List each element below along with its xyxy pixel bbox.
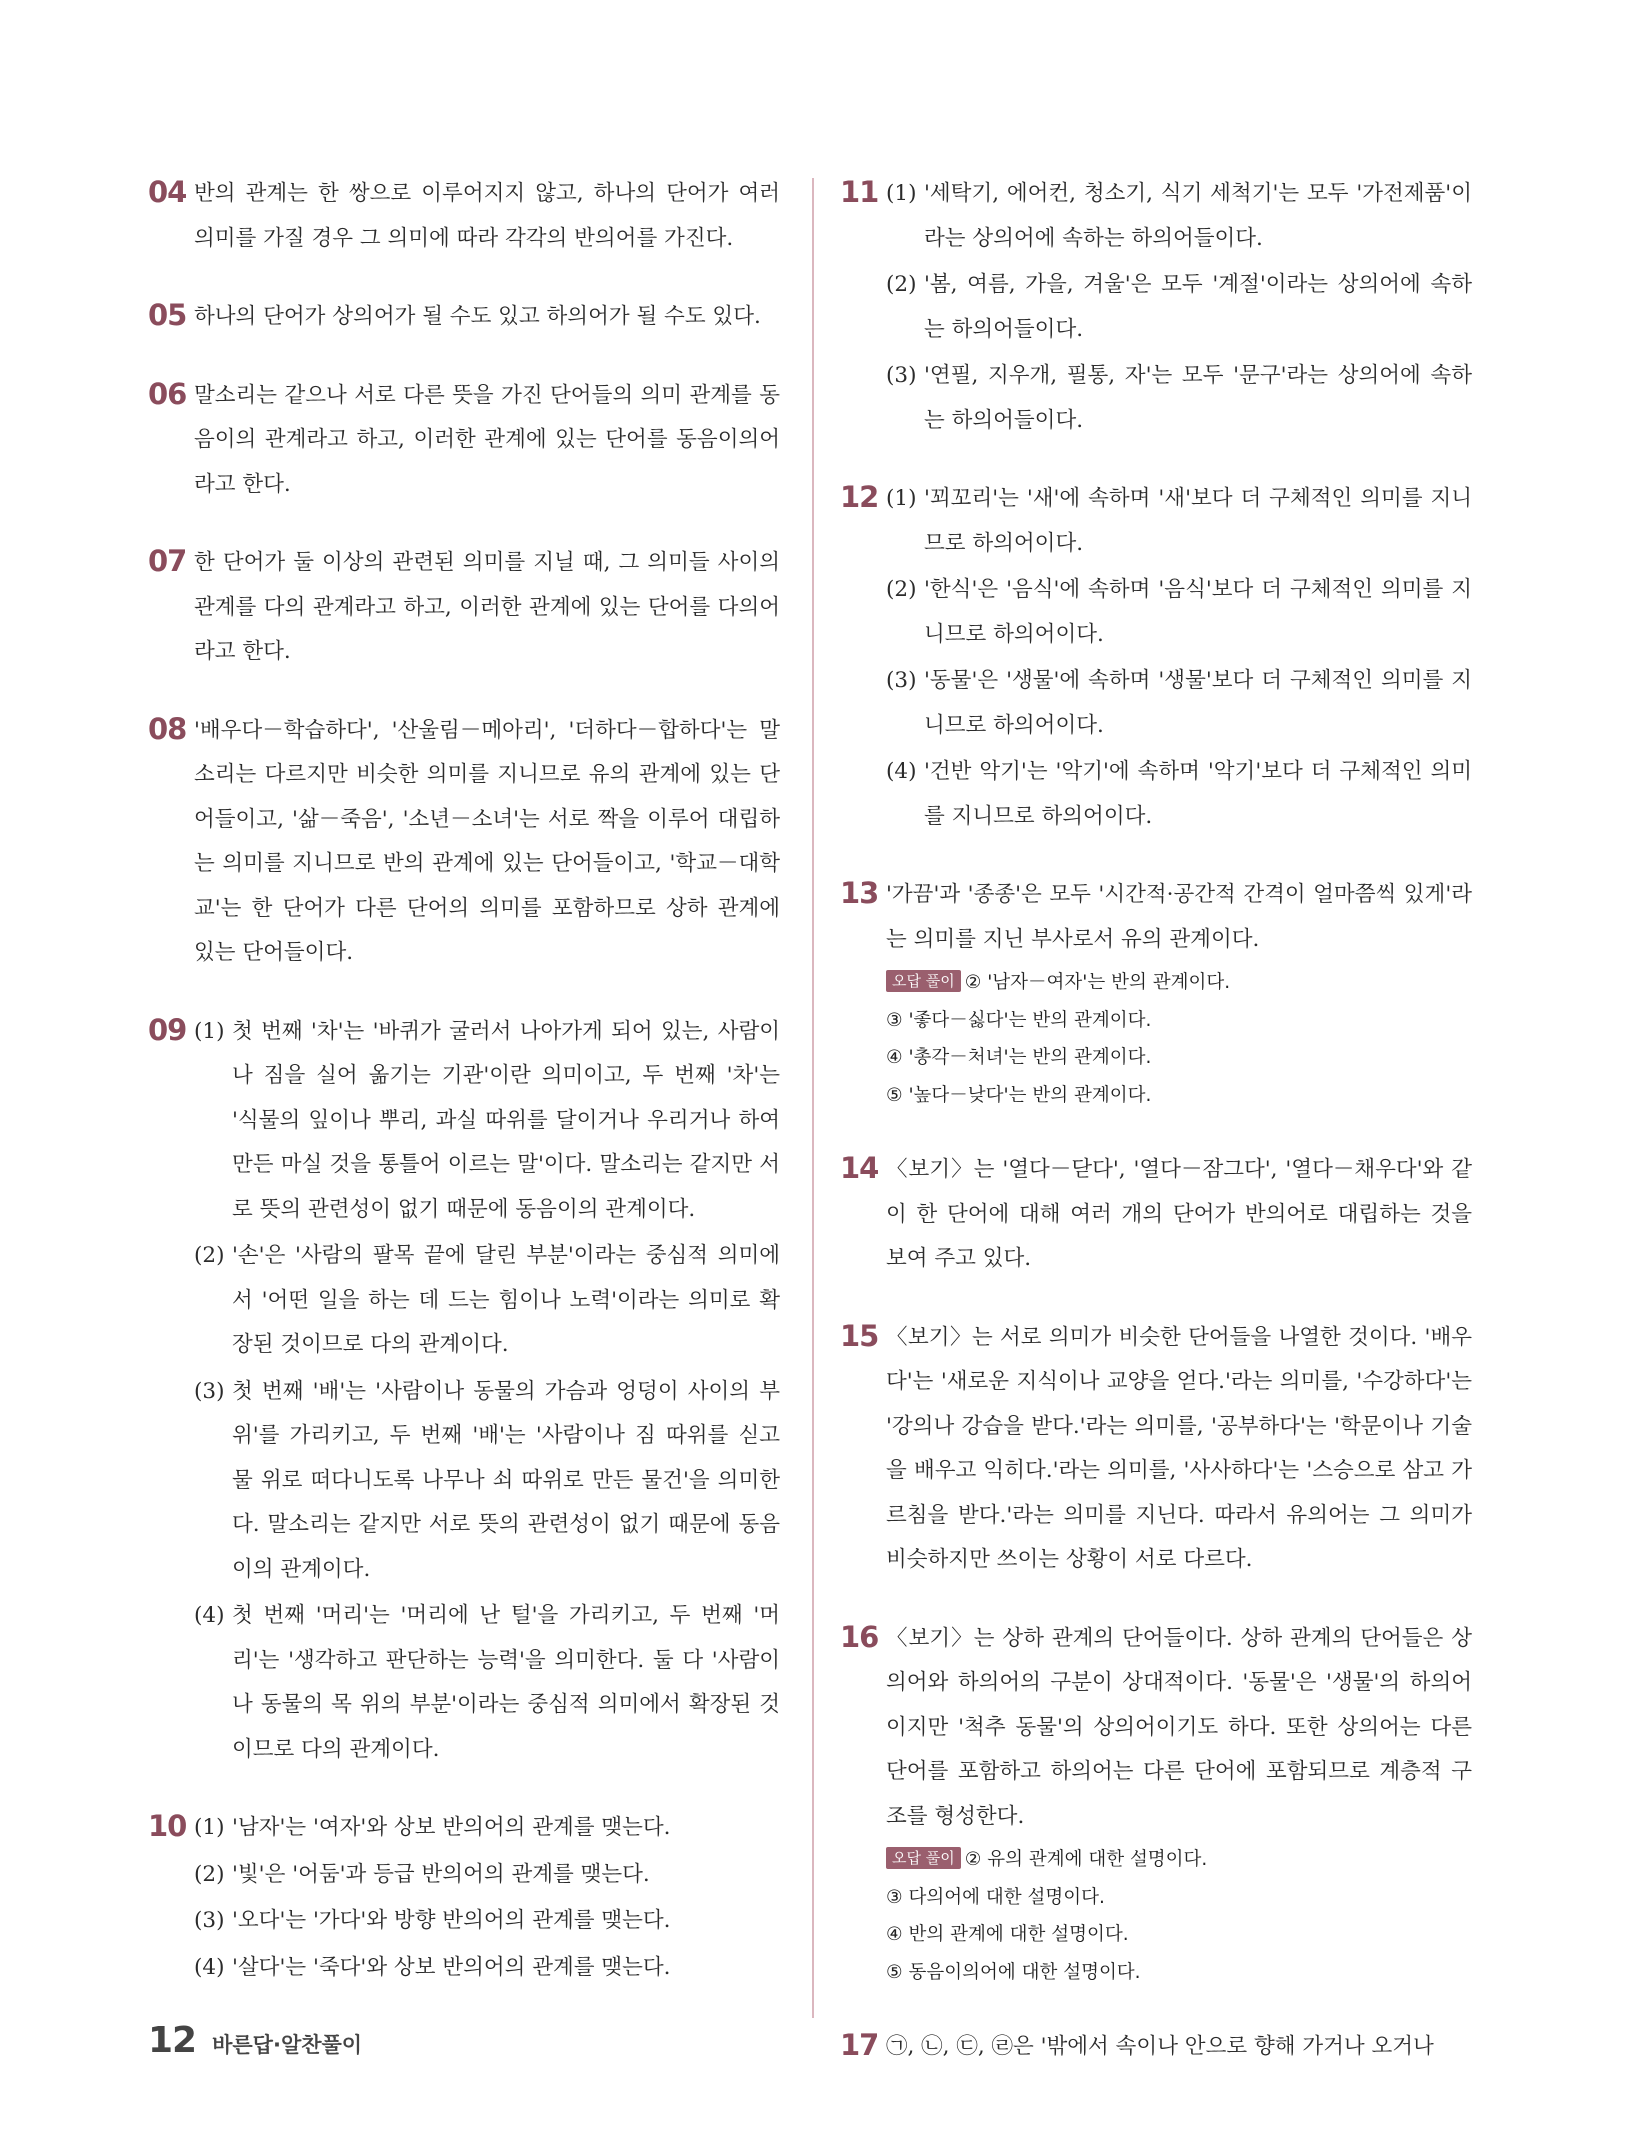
answer-10 xyxy=(148,1806,780,1990)
answer-08 xyxy=(148,709,780,976)
sub-answer xyxy=(886,568,1472,657)
answer-text: 〈보기〉는 '열다－닫다', '열다－잠그다', '열다－채우다'와 같이 한 단어에 대해 여러 개의 단어가 반의어로 대립하는 것을 보여 주고 있다. xyxy=(886,1157,1472,1271)
answer-13 xyxy=(840,873,1472,1114)
sub-answer-text: '살다'는 '죽다'와 상보 반의어의 관계를 맺는다. xyxy=(232,1954,671,1980)
column-divider xyxy=(812,178,814,2018)
sub-marker: (4) xyxy=(194,1954,225,1980)
sub-answer-text: 첫 번째 '배'는 '사람이나 동물의 가슴과 엉덩이 사이의 부위'를 가리키고, 두 번째 '배'는 '사람이나 짐 따위를 싣고 물 위로 떠다니도록 나무나 쇠 따위로 만든 물건'을 의미한다. 말소리는 같지만 서로 뜻의 관련성이 없기 때문에 동음이의 관계이다. xyxy=(232,1378,780,1582)
wrong-answer-line: ⑤ 동음이의어에 대한 설명이다. xyxy=(886,1961,1141,1983)
sub-marker: (2) xyxy=(886,577,917,602)
sub-answer xyxy=(194,1010,780,1233)
answer-04 xyxy=(148,172,780,261)
item-number: 06 xyxy=(148,376,187,411)
item-number: 12 xyxy=(840,480,879,514)
answer-15 xyxy=(840,1316,1472,1583)
book-section-title: 바른답·알찬풀이 xyxy=(212,2033,363,2057)
sub-marker: (4) xyxy=(194,1603,225,1628)
answer-text: '배우다－학습하다', '산울림－메아리', '더하다－합하다'는 말소리는 다르지만 비슷한 의미를 지니므로 유의 관계에 있는 단어들이고, '삶－죽음', '소년－소녀'는 서로 짝을 이루어 대립하는 의미를 지니므로 반의 관계에 있는 단어들이고, '학교－대학교'는 한 단어가 다른 단어의 의미를 포함하므로 상하 관계에 있는 단어들이다. xyxy=(194,717,780,965)
answer-text: 한 단어가 둘 이상의 관련된 의미를 지닐 때, 그 의미들 사이의 관계를 다의 관계라고 하고, 이러한 관계에 있는 단어를 다의어라고 한다. xyxy=(194,550,780,664)
sub-answer-text: '빛'은 '어둠'과 등급 반의어의 관계를 맺는다. xyxy=(232,1861,650,1887)
sub-answer-text: '연필, 지우개, 필통, 자'는 모두 '문구'라는 상의어에 속하는 하의어들이다. xyxy=(924,363,1472,433)
item-number: 09 xyxy=(148,1012,187,1047)
wrong-answer-line: ③ 다의어에 대한 설명이다. xyxy=(886,1886,1105,1908)
sub-answer xyxy=(886,354,1472,443)
answer-text: 〈보기〉는 상하 관계의 단어들이다. 상하 관계의 단어들은 상의어와 하의어의 구분이 상대적이다. '동물'은 '생물'의 하의어이지만 '척추 동물'의 상의어이기도 하다. 또한 상의어는 다른 단어를 포함하고 하의어는 다른 단어에 포함되므로 계층적 구조를 형성한다. xyxy=(886,1625,1472,1829)
wrong-answer-badge: 오답 풀이 xyxy=(886,970,961,992)
sub-marker: (1) xyxy=(886,181,917,206)
answer-11 xyxy=(840,172,1472,443)
wrong-answer-text: ② '남자－여자'는 반의 관계이다. xyxy=(964,972,1231,993)
answer-17 xyxy=(840,2025,1472,2070)
wrong-answer-line: ③ '좋다－싫다'는 반의 관계이다. xyxy=(886,1009,1152,1031)
page-number: 12 xyxy=(148,2020,197,2061)
sub-answer xyxy=(194,1946,780,1991)
sub-answer xyxy=(194,1853,780,1898)
sub-marker: (4) xyxy=(886,759,917,784)
sub-marker: (3) xyxy=(194,1908,225,1933)
sub-answer-text: 첫 번째 '머리'는 '머리에 난 털'을 가리키고, 두 번째 '머리'는 '생각하고 판단하는 능력'을 의미한다. 둘 다 '사람이나 동물의 목 위의 부분'이라는 중심적 의미에서 확장된 것이므로 다의 관계이다. xyxy=(232,1603,780,1762)
sub-answer xyxy=(886,477,1472,566)
sub-marker: (3) xyxy=(194,1378,225,1404)
sub-answer-text: '남자'는 '여자'와 상보 반의어의 관계를 맺는다. xyxy=(232,1815,671,1840)
sub-answer xyxy=(886,263,1472,352)
wrong-answer-line xyxy=(886,964,1472,1002)
wrong-answer-notes xyxy=(886,964,1472,1114)
wrong-answer-text: ② 유의 관계에 대한 설명이다. xyxy=(964,1849,1208,1870)
sub-marker: (1) xyxy=(194,1815,225,1840)
wrong-answer-notes xyxy=(886,1841,1472,1991)
answer-12 xyxy=(840,477,1472,839)
item-number: 11 xyxy=(840,175,879,209)
answer-06 xyxy=(148,374,780,508)
sub-answer xyxy=(886,750,1472,839)
right-column xyxy=(840,172,1472,2104)
item-number: 15 xyxy=(840,1318,879,1353)
sub-answer xyxy=(886,172,1472,261)
item-number: 05 xyxy=(148,298,187,332)
sub-marker: (1) xyxy=(886,486,917,511)
sub-answer xyxy=(194,1234,780,1368)
item-number: 10 xyxy=(148,1809,187,1843)
sub-answer-text: '세탁기, 에어컨, 청소기, 식기 세척기'는 모두 '가전제품'이라는 상의어에 속하는 하의어들이다. xyxy=(924,181,1472,251)
answer-text: 하나의 단어가 상의어가 될 수도 있고 하의어가 될 수도 있다. xyxy=(194,304,761,329)
answer-text: 말소리는 같으나 서로 다른 뜻을 가진 단어들의 의미 관계를 동음이의 관계라고 하고, 이러한 관계에 있는 단어를 동음이의어라고 한다. xyxy=(194,382,780,497)
page-footer xyxy=(148,2020,362,2061)
sub-answer-text: '한식'은 '음식'에 속하며 '음식'보다 더 구체적인 의미를 지니므로 하의어이다. xyxy=(924,577,1472,647)
answer-text: 반의 관계는 한 쌍으로 이루어지지 않고, 하나의 단어가 여러 의미를 가질 경우 그 의미에 따라 각각의 반의어를 가진다. xyxy=(194,181,780,251)
wrong-answer-badge: 오답 풀이 xyxy=(886,1847,961,1869)
item-number: 07 xyxy=(148,544,187,578)
item-number: 08 xyxy=(148,711,187,746)
answer-14 xyxy=(840,1148,1472,1282)
sub-answer-text: '손'은 '사람의 팔목 끝에 달린 부분'이라는 중심적 의미에서 '어떤 일을 하는 데 드는 힘이나 노력'이라는 의미로 확장된 것이므로 다의 관계이다. xyxy=(232,1243,780,1357)
sub-marker: (2) xyxy=(194,1243,225,1268)
sub-marker: (3) xyxy=(886,668,917,693)
sub-answer-text: '건반 악기'는 '악기'에 속하며 '악기'보다 더 구체적인 의미를 지니므로 하의어이다. xyxy=(924,759,1472,829)
sub-marker: (1) xyxy=(194,1018,225,1044)
sub-answer-text: '오다'는 '가다'와 방향 반의어의 관계를 맺는다. xyxy=(232,1908,671,1933)
answer-text: ㉠, ㉡, ㉢, ㉣은 '밖에서 속이나 안으로 향해 가거나 오거나 xyxy=(886,2034,1434,2059)
wrong-answer-line: ④ 반의 관계에 대한 설명이다. xyxy=(886,1924,1129,1945)
sub-answer xyxy=(194,1370,780,1593)
item-number: 14 xyxy=(840,1151,879,1185)
answer-text: '가끔'과 '종종'은 모두 '시간적·공간적 간격이 얼마쯤씩 있게'라는 의미를 지닌 부사로서 유의 관계이다. xyxy=(886,882,1472,952)
item-number: 17 xyxy=(840,2028,879,2062)
wrong-answer-line xyxy=(886,1841,1472,1879)
sub-answer xyxy=(194,1899,780,1944)
answer-07 xyxy=(148,541,780,675)
sub-answer-text: '동물'은 '생물'에 속하며 '생물'보다 더 구체적인 의미를 지니므로 하의어이다. xyxy=(924,668,1472,738)
sub-marker: (2) xyxy=(194,1861,225,1887)
sub-answer xyxy=(886,659,1472,748)
wrong-answer-line: ⑤ '높다－낮다'는 반의 관계이다. xyxy=(886,1084,1152,1106)
sub-answer-text: 첫 번째 '차'는 '바퀴가 굴러서 나아가게 되어 있는, 사람이나 짐을 실어 옮기는 기관'이란 의미이고, 두 번째 '차'는 '식물의 잎이나 뿌리, 과실 따위를 달이거나 우리거나 하여 만든 마실 것을 통틀어 이르는 말'이다. 말소리는 같지만 서로 뜻의 관련성이 없기 때문에 동음이의 관계이다. xyxy=(232,1018,780,1222)
sub-marker: (2) xyxy=(886,272,917,297)
answer-16 xyxy=(840,1617,1472,1992)
sub-answer xyxy=(194,1594,780,1772)
wrong-answer-line: ④ '총각－처녀'는 반의 관계이다. xyxy=(886,1047,1152,1068)
sub-answer-text: '봄, 여름, 가을, 겨울'은 모두 '계절'이라는 상의어에 속하는 하의어들이다. xyxy=(924,272,1472,342)
answer-05 xyxy=(148,295,780,340)
sub-answer xyxy=(194,1806,780,1851)
item-number: 04 xyxy=(148,175,187,209)
item-number: 16 xyxy=(840,1619,879,1654)
left-column xyxy=(148,172,780,2024)
sub-marker: (3) xyxy=(886,363,917,388)
item-number: 13 xyxy=(840,876,879,910)
sub-answer-text: '꾀꼬리'는 '새'에 속하며 '새'보다 더 구체적인 의미를 지니므로 하의어이다. xyxy=(924,486,1472,556)
answer-text: 〈보기〉는 서로 의미가 비슷한 단어들을 나열한 것이다. '배우다'는 '새로운 지식이나 교양을 얻다.'라는 의미를, '수강하다'는 '강의나 강습을 받다.'라는 의미를, '공부하다'는 '학문이나 기술을 배우고 익히다.'라는 의미를, '사사하다'는 '스승으로 삼고 가르침을 받다.'라는 의미를 지닌다. 따라서 유의어는 그 의미가 비슷하지만 쓰이는 상황이 서로 다르다. xyxy=(886,1324,1472,1572)
answer-09 xyxy=(148,1010,780,1773)
